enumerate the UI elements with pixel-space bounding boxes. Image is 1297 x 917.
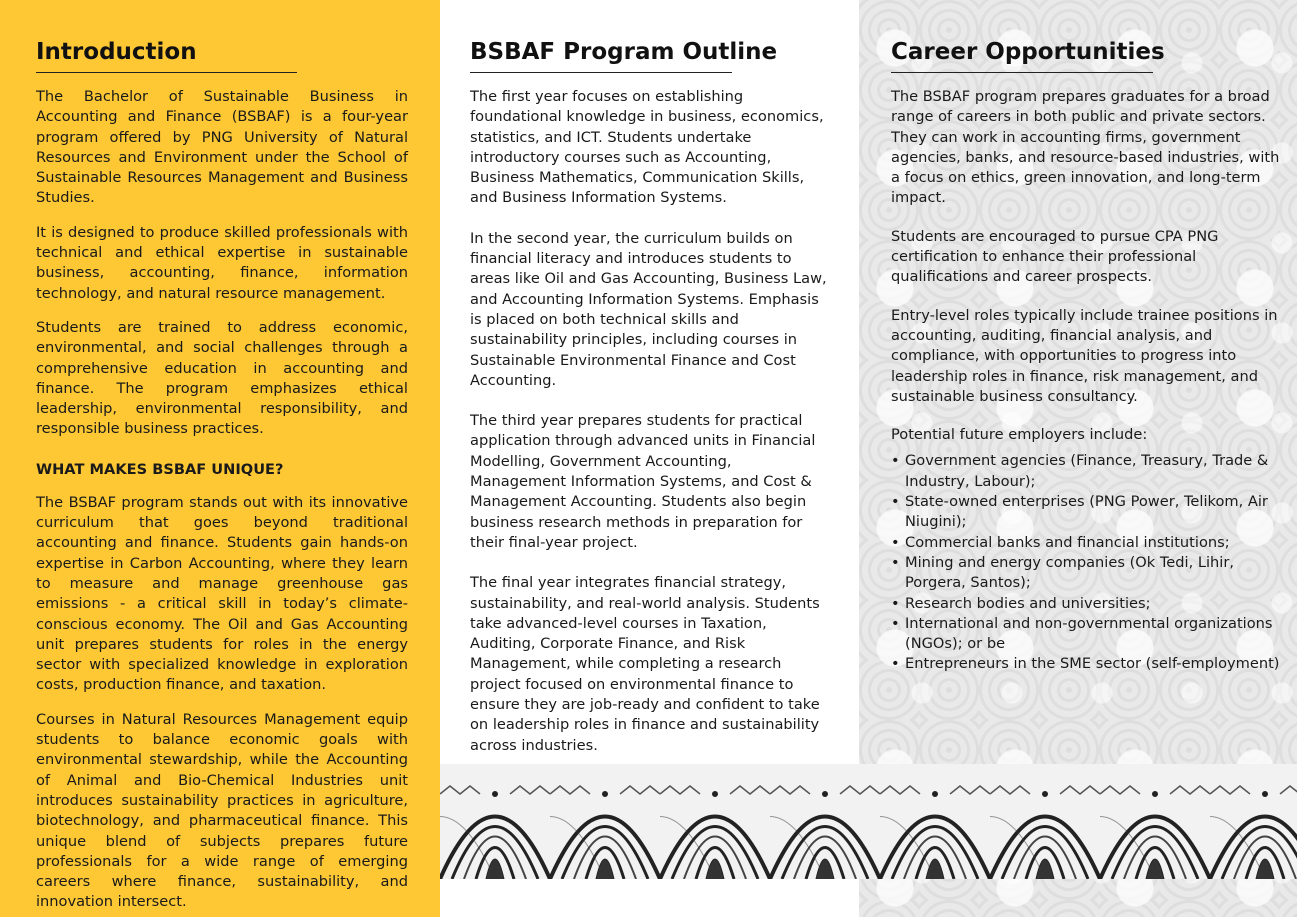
introduction-heading: Introduction [36,39,197,65]
employer-text: Government agencies (Finance, Treasury, Trade & Industry, Labour); [905,452,1269,490]
bullet-icon: • [891,493,900,511]
third-year-paragraph: The third year prepares students for practical application through advanced units in Financial Modelling, Government Accounting, Management Information Systems, and Cost & Management Accounting. Students also begin business research methods in preparation for their final-year project. [470,412,816,551]
heading-underline [470,72,732,73]
unique-paragraph: Courses in Natural Resources Management equip students to balance economic goals with environmental stewardship, while the Accounting of Animal and Bio-Chemical Industries unit introduces sustainability practices in agriculture, biotechnology, and pharmaceutical finance. This unique blend of subjects prepares future professionals for a wide range of emerging careers where finance, sustainability, and innovation intersect. [36,710,408,911]
first-year-paragraph: The first year focuses on establishing foundational knowledge in business, economics, statistics, and ICT. Students undertake introductory courses such as Accounting, Business Mathematics, Communication Skills, and Business Information Systems. [470,88,824,207]
list-item [891,654,1281,674]
heading-underline [36,72,297,73]
second-year-paragraph: In the second year, the curriculum builds on financial literacy and introduces students to areas like Oil and Gas Accounting, Business Law, and Accounting Information Systems. Emphasis is placed on both technical skills and sustainability principles, including courses in Sustainable Environmental Finance and Cost Accounting. [470,229,827,389]
employer-text: State-owned enterprises (PNG Power, Telikom, Air Niugini); [905,493,1268,531]
employers-list [891,451,1281,674]
employer-text: Mining and energy companies (Ok Tedi, Lihir, Porgera, Santos); [905,553,1234,592]
list-item [891,533,1281,553]
polynesian-pattern-icon [440,764,1297,879]
bullet-icon: • [891,553,900,571]
employer-text: International and non-governmental organizations (NGOs); or be [905,614,1273,653]
unique-subheading: WHAT MAKES BSBAF UNIQUE? [36,460,284,478]
employer-text: Research bodies and universities; [905,594,1151,612]
program-outline-heading: BSBAF Program Outline [470,39,778,65]
tribal-pattern-banner [440,764,1297,879]
employer-text: Commercial banks and financial institutions; [905,533,1230,551]
employers-intro: Potential future employers include: [891,426,1148,444]
introduction-column [0,0,440,917]
employer-text: Entrepreneurs in the SME sector (self-employment) [905,655,1280,673]
bullet-icon: • [891,655,900,673]
intro-paragraph: The Bachelor of Sustainable Business in Accounting and Finance (BSBAF) is a four-year program offered by PNG University of Natural Resources and Environment under the School of Sustainable Resources Management and Business Studies. [36,88,408,207]
bullet-icon: • [891,452,900,470]
bullet-icon: • [891,594,900,612]
list-item [891,451,1281,492]
career-paragraph: The BSBAF program prepares graduates for a broad range of careers in both public and private sectors. They can work in accounting firms, government agencies, banks, and resource-based industries, with a focus on ethics, green innovation, and long-term impact. [891,88,1280,207]
list-item [891,594,1281,614]
career-paragraph: Entry-level roles typically include trainee positions in accounting, auditing, financial analysis, and compliance, with opportunities to progress into leadership roles in finance, risk management, and sustainable business consultancy. [891,306,1278,405]
unique-paragraph: The BSBAF program stands out with its innovative curriculum that goes beyond traditional accounting and finance. Students gain hands-on expertise in Carbon Accounting, where they learn to measure and manage greenhouse gas emissions - a critical skill in today’s climate-conscious economy. The Oil and Gas Accounting unit prepares students for roles in the energy sector with specialized knowledge in exploration costs, production finance, and taxation. [36,493,408,694]
heading-underline [891,72,1153,73]
bullet-icon: • [891,614,900,632]
final-year-paragraph: The final year integrates financial strategy, sustainability, and real-world analysis. Students take advanced-level courses in Taxation, Auditing, Corporate Finance, and Risk Management, while completing a research project focused on environmental finance to ensure they are job-ready and confident to take on leadership roles in finance and sustainability across industries. [470,574,820,754]
intro-paragraph: It is designed to produce skilled professionals with technical and ethical expertise in sustainable business, accounting, finance, information technology, and natural resource management. [36,223,408,302]
career-paragraph: Students are encouraged to pursue CPA PNG certification to enhance their professional qualifications and career prospects. [891,227,1219,286]
career-opportunities-heading: Career Opportunities [891,39,1165,65]
list-item [891,553,1281,594]
list-item [891,492,1281,533]
list-item [891,614,1281,655]
bullet-icon: • [891,533,900,551]
intro-paragraph: Students are trained to address economic, environmental, and social challenges through a comprehensive education in accounting and finance. The program emphasizes ethical leadership, environmental responsibility, and responsible business practices. [36,318,408,438]
